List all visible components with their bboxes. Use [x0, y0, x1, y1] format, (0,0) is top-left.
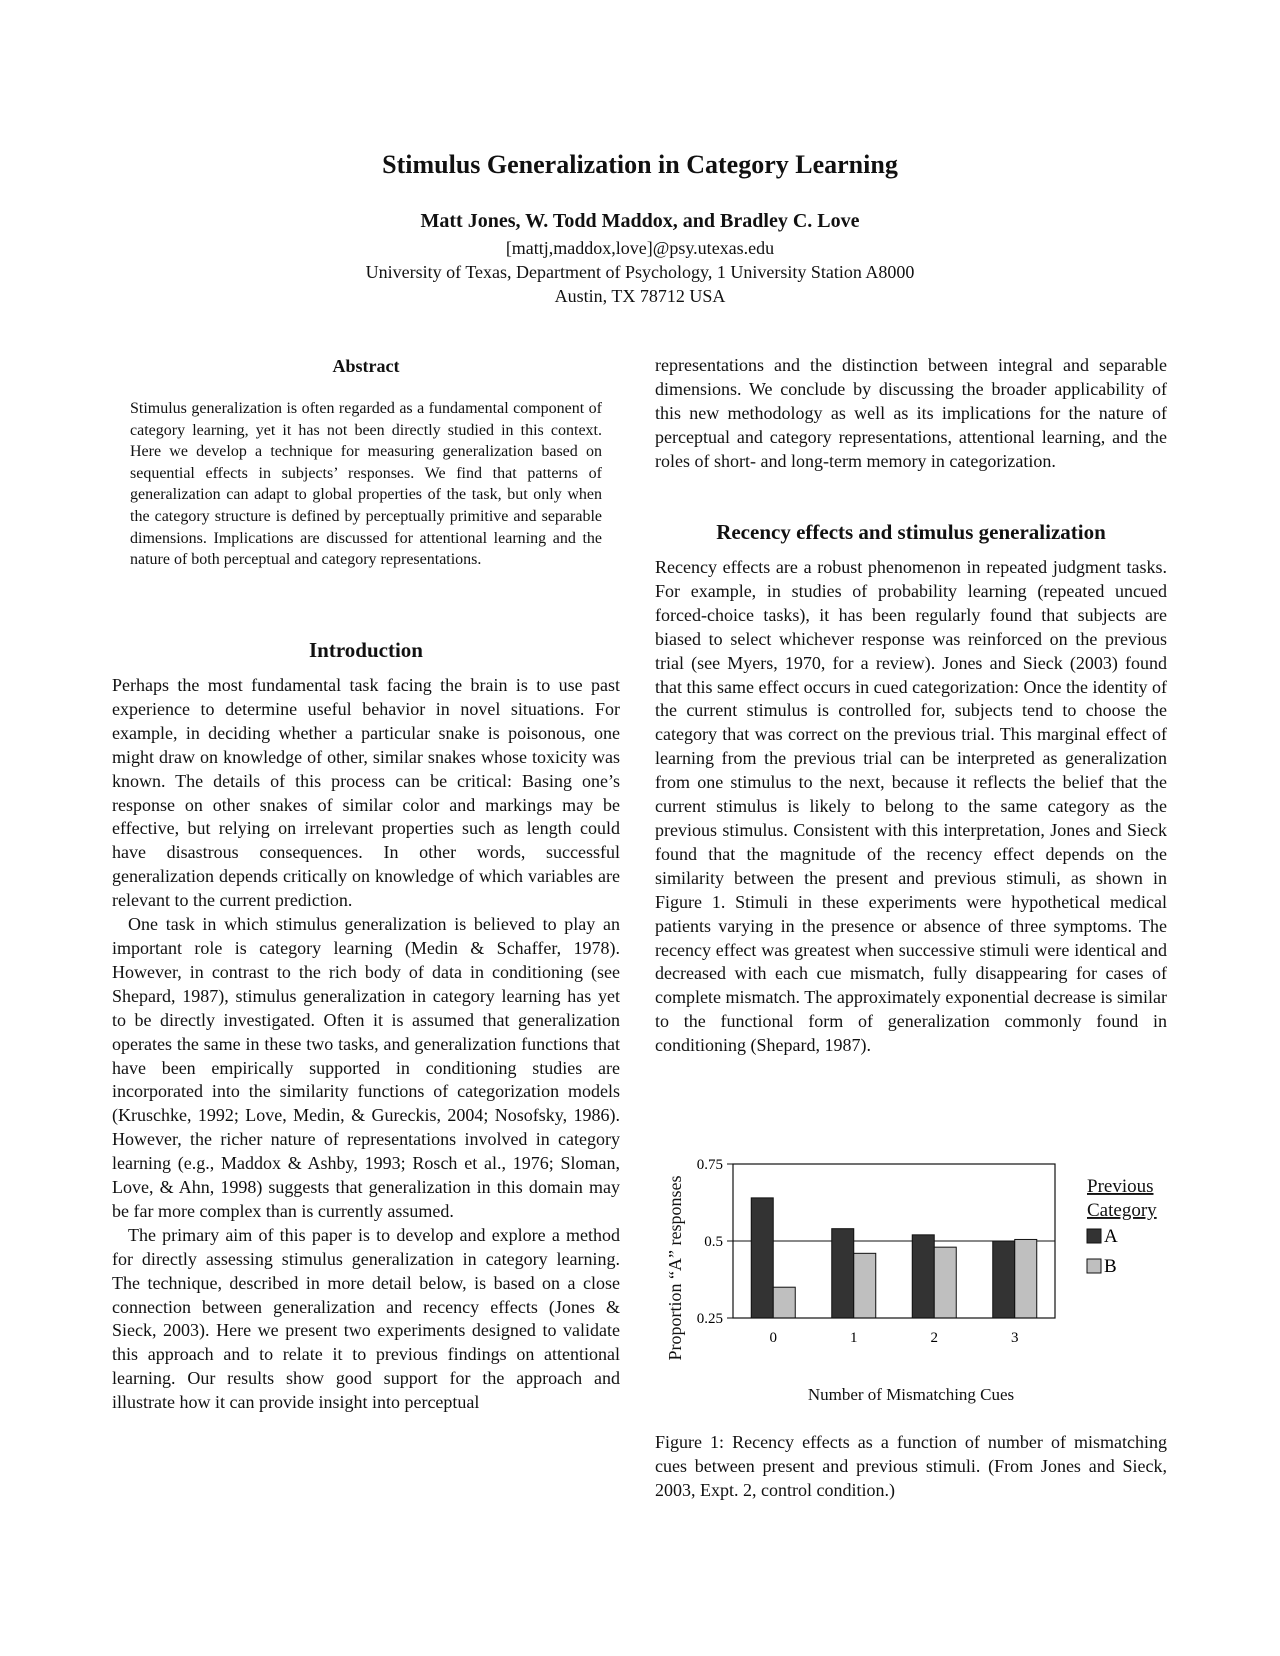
abstract-heading: Abstract — [332, 356, 400, 376]
chart-legend — [1087, 1176, 1157, 1277]
continuation-paragraph: representations and the distinction between integral and separable dimensions. We conclude by discussing the broader applicability of this new methodology as well as its implications for the nature of perceptual and category representations, attentional learning, and the roles of short- and long-term memory in categorization. — [655, 355, 1167, 471]
legend-label-b: B — [1104, 1256, 1117, 1277]
recency-heading: Recency effects and stimulus generalization — [716, 520, 1106, 544]
legend-label-a: A — [1104, 1226, 1118, 1247]
author-address: Austin, TX 78712 USA — [554, 286, 726, 306]
introduction-body — [112, 674, 620, 1415]
abstract-text: Stimulus generalization is often regarded as a fundamental component of category learning, yet it has not been directly studied in this context. Here we develop a technique for measuring generalization based on sequential effects in subjects’ responses. We find that patterns of generalization can adapt to global properties of the task, but only when the category structure is defined by perceptually primitive and separable dimensions. Implications are discussed for attentional learning and the nature of both perceptual and category representations. — [130, 400, 602, 569]
y-tick-label: 0.5 — [704, 1234, 723, 1250]
legend-title-line-2: Category — [1087, 1200, 1157, 1221]
x-tick-label: 2 — [930, 1330, 938, 1346]
x-tick-label: 3 — [1011, 1330, 1019, 1346]
author-email: [mattj,maddox,love]@psy.utexas.edu — [505, 238, 775, 258]
legend-title-line-1: Previous — [1087, 1176, 1154, 1197]
figure-1-caption: Figure 1: Recency effects as a function of number of mismatching cues between present and previous stimuli. (From Jones and Sieck, 2003, Expt. 2, control condition.) — [655, 1432, 1167, 1500]
recency-paragraph: Recency effects are a robust phenomenon in repeated judgment tasks. For example, in studies of probability learning (repeated uncued forced-choice tasks), it has been regularly found that subjects are biased to select whichever response was reinforced on the previous trial (see Myers, 1970, for a review). Jones and Sieck (2003) found that this same effect occurs in cued categorization: Once the identity of the current stimulus is controlled for, subjects tend to choose the category that was correct on the previous trial. This marginal effect of learning from the previous trial can be interpreted as generalization from one stimulus to the next, because it reflects the belief that the current stimulus is likely to belong to the same category as the previous stimulus. Consistent with this interpretation, Jones and Sieck found that the magnitude of the recency effect depends on the similarity between the present and previous stimuli, as shown in Figure 1. Stimuli in these experiments were hypothetical medical patients varying in the presence or absence of three symptoms. The recency effect was greatest when successive stimuli were identical and decreased with each cue mismatch, fully disappearing for cases of complete mismatch. The approximately exponential decrease is similar to the functional form of generalization commonly found in conditioning (Shepard, 1987). — [655, 557, 1167, 1056]
bar-series-b-3 — [1015, 1239, 1037, 1318]
bar-series-a-3 — [993, 1241, 1015, 1318]
y-tick-label: 0.25 — [696, 1311, 723, 1327]
intro-paragraph-2: One task in which stimulus generalization is believed to play an important role is category learning (Medin & Schaffer, 1978). However, in contrast to the rich body of data in conditioning (see Shepard, 1987), stimulus generalization in category learning has yet to be directly investigated. Often it is assumed that generalization operates the same in these two tasks, and generalization functions that have been empirically supported in conditioning studies are incorporated into the similarity functions of categorization models (Kruschke, 1992; Love, Medin, & Gureckis, 2004; Nosofsky, 1986). However, the richer nature of representations involved in category learning (e.g., Maddox & Ashby, 1993; Rosch et al., 1976; Sloman, Love, & Ahn, 1998) suggests that generalization in this domain may be far more complex than is currently assumed. — [112, 914, 620, 1221]
recency-body — [655, 556, 1167, 1058]
bar-series-b-0 — [773, 1287, 795, 1318]
bar-series-b-1 — [854, 1253, 876, 1318]
x-axis-label: Number of Mismatching Cues — [807, 1385, 1015, 1404]
figure-1-chart — [655, 1150, 1175, 1404]
bar-series-b-2 — [934, 1247, 956, 1318]
bar-series-a-2 — [912, 1235, 934, 1318]
bar-series-a-1 — [832, 1229, 854, 1318]
intro-paragraph-3: The primary aim of this paper is to develop and explore a method for directly assessing stimulus generalization in category learning. The technique, described in more detail below, is based on a close connection between generalization and recency effects (Jones & Sieck, 2003). Here we present two experiments designed to validate this approach and to relate it to previous findings on attentional learning. Our results show good support for the approach and illustrate how it can provide insight into perceptual — [112, 1224, 620, 1413]
x-tick-label: 1 — [850, 1330, 858, 1346]
paper-title: Stimulus Generalization in Category Learning — [382, 150, 898, 179]
x-tick-label: 0 — [769, 1330, 777, 1346]
author-affiliation: University of Texas, Department of Psychology, 1 University Station A8000 — [365, 262, 915, 282]
right-column-continuation — [655, 354, 1167, 474]
introduction-heading: Introduction — [309, 638, 423, 662]
intro-paragraph-1: Perhaps the most fundamental task facing the brain is to use past experience to determine useful behavior in novel situations. For example, in deciding whether a particular snake is poisonous, one might draw on knowledge of other, similar snakes whose toxicity was known. The details of this process can be critical: Basing one’s response on other snakes of similar color and markings may be effective, but relying on irrelevant properties such as length could have disastrous consequences. In other words, successful generalization depends critically on knowledge of which variables are relevant to the current prediction. — [112, 675, 620, 911]
legend-swatch-b — [1087, 1259, 1101, 1273]
author-list: Matt Jones, W. Todd Maddox, and Bradley C. Love — [420, 210, 860, 232]
y-axis-label: Proportion “A” responses — [665, 1175, 685, 1361]
legend-swatch-a — [1087, 1229, 1101, 1243]
bar-series-a-0 — [751, 1198, 773, 1318]
y-tick-label: 0.75 — [696, 1157, 723, 1173]
